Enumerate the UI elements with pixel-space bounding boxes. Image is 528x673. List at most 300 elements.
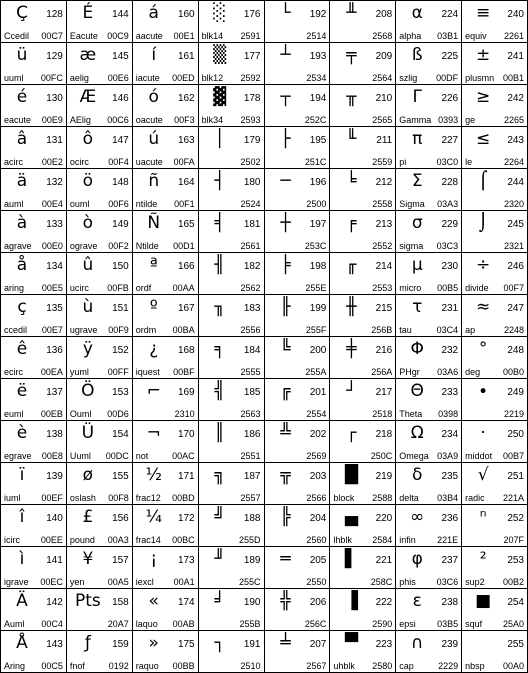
char-code: 140	[46, 513, 63, 524]
char-unicode: 255A	[305, 367, 327, 377]
char-glyph: ¬	[146, 423, 161, 443]
char-entity-name: uuml	[4, 73, 24, 83]
char-unicode: 00BF	[173, 367, 195, 377]
char-glyph: ñ	[148, 171, 160, 191]
char-glyph: ∙	[477, 381, 489, 401]
char-cell	[462, 463, 528, 505]
char-unicode: 2320	[503, 199, 524, 209]
char-cell	[396, 43, 462, 85]
char-unicode: 00A1	[173, 577, 195, 587]
char-entity-name: deg	[465, 367, 481, 377]
char-code: 230	[441, 261, 459, 272]
char-glyph: ╛	[214, 591, 225, 611]
char-unicode: 00EC	[40, 577, 63, 587]
char-glyph: ▌	[344, 549, 358, 569]
char-unicode: 00C5	[41, 661, 63, 671]
char-code: 225	[441, 51, 459, 62]
char-cell	[67, 1, 133, 43]
char-unicode: 2553	[372, 283, 393, 293]
char-cell	[330, 1, 396, 43]
char-unicode: 00AB	[172, 619, 195, 629]
char-unicode: 00D1	[173, 241, 195, 251]
char-cell	[67, 169, 133, 211]
char-code: 202	[309, 429, 327, 440]
char-glyph: π	[412, 129, 423, 149]
char-code: 172	[177, 513, 195, 524]
char-cell	[133, 463, 199, 505]
char-unicode: 2556	[240, 325, 261, 335]
char-code: 150	[112, 261, 129, 272]
char-unicode: 00FF	[107, 367, 129, 377]
char-glyph: é	[16, 87, 28, 107]
char-cell	[67, 505, 133, 547]
char-unicode: 00D6	[107, 409, 129, 419]
char-code: 197	[309, 219, 327, 230]
char-code: 144	[112, 9, 129, 20]
char-code: 182	[243, 261, 261, 272]
char-unicode: 2580	[372, 661, 393, 671]
char-entity-name: ccedil	[4, 325, 28, 335]
char-code: 223	[375, 639, 393, 650]
char-glyph: ╥	[346, 87, 357, 107]
char-code: 159	[112, 639, 129, 650]
char-glyph: └	[280, 3, 291, 23]
char-code: 128	[46, 9, 63, 20]
char-unicode: 00A3	[107, 535, 129, 545]
char-unicode: 256B	[371, 325, 393, 335]
char-glyph: ù	[82, 297, 94, 317]
char-unicode: 03C6	[436, 577, 459, 587]
char-code: 191	[243, 639, 261, 650]
char-glyph: ƒ	[84, 633, 91, 653]
char-code: 165	[177, 219, 195, 230]
char-glyph: à	[16, 213, 28, 233]
char-unicode: 2551	[240, 451, 261, 461]
char-glyph: ╝	[214, 507, 225, 527]
char-glyph: å	[16, 255, 28, 275]
char-entity-name: ecirc	[4, 367, 24, 377]
char-unicode: 2502	[240, 157, 261, 167]
char-unicode: 00F6	[108, 199, 129, 209]
char-glyph: ⌠	[478, 171, 488, 191]
char-unicode: 00C6	[107, 115, 129, 125]
char-code: 253	[507, 555, 524, 566]
char-glyph: «	[148, 591, 159, 611]
char-glyph: ╓	[346, 255, 357, 275]
char-entity-name: pi	[399, 157, 407, 167]
char-cell	[1, 337, 67, 379]
char-code: 143	[46, 639, 63, 650]
char-glyph: ╨	[346, 3, 357, 23]
char-unicode: 00E7	[41, 325, 63, 335]
char-cell	[133, 295, 199, 337]
char-glyph: ▒	[213, 45, 227, 65]
char-cell	[133, 337, 199, 379]
char-code: 129	[46, 51, 63, 62]
char-entity-name: Auml	[4, 619, 25, 629]
char-code: 184	[243, 345, 261, 356]
char-cell	[330, 295, 396, 337]
char-code: 200	[309, 345, 327, 356]
char-unicode: 00C7	[41, 31, 63, 41]
char-entity-name: ucirc	[69, 283, 89, 293]
char-code: 170	[177, 429, 195, 440]
char-code: 251	[507, 471, 524, 482]
char-glyph: î	[19, 507, 25, 527]
char-code: 254	[507, 597, 524, 608]
char-glyph: ·	[480, 423, 486, 443]
char-cell	[67, 85, 133, 127]
char-unicode: 2310	[174, 409, 195, 419]
char-glyph: ▐	[344, 591, 358, 611]
char-entity-name: ouml	[69, 199, 90, 209]
char-cell	[67, 127, 133, 169]
char-entity-name: Gamma	[399, 115, 432, 125]
char-glyph: ó	[148, 87, 159, 107]
char-glyph: ▀	[344, 633, 358, 653]
char-cell	[462, 631, 528, 673]
char-cell	[1, 85, 67, 127]
char-glyph: ┐	[214, 633, 225, 653]
char-glyph: ∞	[410, 507, 425, 527]
char-cell	[67, 631, 133, 673]
char-glyph: ╜	[214, 549, 225, 569]
char-entity-name: iuml	[4, 493, 21, 503]
char-glyph: ░	[213, 3, 227, 23]
char-glyph: ╪	[346, 339, 357, 359]
char-entity-name: auml	[4, 199, 24, 209]
char-code: 188	[243, 513, 261, 524]
char-entity-name: raquo	[135, 661, 159, 671]
char-glyph: û	[82, 255, 94, 275]
char-code: 167	[177, 303, 195, 314]
char-glyph: ÷	[476, 255, 491, 275]
char-glyph	[465, 632, 501, 654]
char-cell	[396, 127, 462, 169]
char-entity-name: tau	[399, 325, 412, 335]
char-code: 131	[46, 135, 63, 146]
char-cell	[330, 505, 396, 547]
char-glyph: ╚	[280, 339, 291, 359]
char-unicode: 00F3	[174, 115, 195, 125]
char-unicode: 00BB	[172, 661, 195, 671]
char-code: 236	[441, 513, 459, 524]
char-glyph: Θ	[410, 381, 424, 401]
char-cell	[67, 253, 133, 295]
char-glyph: Γ	[412, 87, 422, 107]
char-glyph: ≤	[476, 129, 491, 149]
char-entity-name: aacute	[135, 31, 163, 41]
char-code: 196	[309, 177, 327, 188]
char-cell	[1, 211, 67, 253]
char-code: 141	[46, 555, 63, 566]
char-glyph: ú	[148, 129, 160, 149]
char-unicode: 2554	[306, 409, 327, 419]
char-cell	[199, 85, 265, 127]
char-cell	[265, 43, 331, 85]
char-cell	[265, 337, 331, 379]
char-glyph: £	[82, 507, 94, 527]
char-unicode: 00E9	[41, 115, 63, 125]
char-unicode: 2584	[372, 535, 393, 545]
char-cell	[1, 1, 67, 43]
char-entity-name: oacute	[135, 115, 163, 125]
char-code: 195	[309, 135, 327, 146]
char-glyph: ═	[280, 549, 291, 569]
char-code: 168	[177, 345, 195, 356]
char-entity-name: euml	[4, 409, 24, 419]
char-code: 242	[507, 93, 524, 104]
char-unicode: 2510	[240, 661, 261, 671]
char-unicode: 256A	[371, 367, 393, 377]
char-cell	[462, 43, 528, 85]
char-entity-name: le	[465, 157, 473, 167]
char-unicode: 00EB	[40, 409, 63, 419]
char-entity-name: oslash	[69, 493, 96, 503]
char-code: 215	[375, 303, 393, 314]
char-unicode: 00DF	[436, 73, 459, 83]
char-unicode: 2321	[503, 241, 524, 251]
char-glyph: ä	[16, 171, 28, 191]
char-cell	[133, 1, 199, 43]
char-cell	[67, 295, 133, 337]
char-glyph: ¥	[82, 549, 94, 569]
char-glyph: æ	[79, 45, 97, 65]
char-unicode: 00DC	[105, 451, 129, 461]
char-unicode: 258C	[370, 577, 393, 587]
char-glyph: ║	[214, 423, 225, 443]
char-code: 175	[177, 639, 195, 650]
char-cell	[462, 337, 528, 379]
char-glyph: α	[411, 3, 423, 23]
char-code: 133	[46, 219, 63, 230]
char-cell	[330, 127, 396, 169]
char-unicode: 2524	[240, 199, 261, 209]
char-entity-name: icirc	[4, 535, 20, 545]
char-entity-name: Ouml	[69, 409, 92, 419]
char-entity-name: Uuml	[69, 451, 91, 461]
char-code: 228	[441, 177, 459, 188]
char-code: 244	[507, 177, 524, 188]
char-code: 248	[507, 345, 524, 356]
char-glyph: ┤	[214, 171, 225, 191]
char-code: 213	[375, 219, 393, 230]
char-unicode: 00F1	[174, 199, 195, 209]
char-glyph: ⁿ	[479, 507, 487, 527]
char-unicode: 00B0	[502, 367, 524, 377]
char-cell	[265, 295, 331, 337]
char-glyph: â	[16, 129, 28, 149]
char-unicode: 00A5	[107, 577, 129, 587]
char-cell	[330, 43, 396, 85]
char-glyph: ─	[280, 171, 291, 191]
char-code: 199	[309, 303, 327, 314]
char-glyph: ╖	[214, 297, 225, 317]
char-unicode: 00EE	[40, 535, 63, 545]
char-code: 158	[112, 597, 129, 608]
char-code: 185	[243, 387, 261, 398]
char-cell	[133, 421, 199, 463]
char-code: 135	[46, 303, 63, 314]
char-unicode: 2264	[503, 157, 524, 167]
char-code: 132	[46, 177, 63, 188]
char-unicode: 00B1	[502, 73, 524, 83]
char-cell	[133, 589, 199, 631]
char-glyph: ç	[17, 297, 27, 317]
char-code: 173	[177, 555, 195, 566]
char-unicode: 03A9	[437, 451, 459, 461]
char-unicode: 00FB	[107, 283, 129, 293]
char-entity-name: epsi	[399, 619, 416, 629]
char-code: 237	[441, 555, 459, 566]
char-glyph: ╦	[280, 465, 291, 485]
char-unicode: 207F	[503, 535, 524, 545]
char-entity-name: ge	[465, 115, 476, 125]
char-code: 238	[441, 597, 459, 608]
char-unicode: 2559	[372, 157, 393, 167]
char-cell	[1, 169, 67, 211]
char-code: 163	[177, 135, 195, 146]
char-code: 171	[177, 471, 195, 482]
char-code: 160	[177, 9, 195, 20]
char-entity-name: radic	[465, 493, 485, 503]
char-unicode: 00EA	[40, 367, 63, 377]
char-cell	[199, 295, 265, 337]
char-cell	[1, 631, 67, 673]
char-entity-name: iexcl	[135, 577, 154, 587]
char-entity-name: micro	[399, 283, 422, 293]
char-entity-name: ntilde	[135, 199, 158, 209]
char-cell	[265, 547, 331, 589]
char-unicode: 00EF	[41, 493, 63, 503]
char-unicode: 00E8	[41, 451, 63, 461]
char-cell	[265, 253, 331, 295]
char-glyph: ò	[82, 213, 94, 233]
char-entity-name: blk12	[201, 73, 224, 83]
char-glyph: ├	[280, 129, 291, 149]
char-cell	[330, 421, 396, 463]
char-cell	[462, 85, 528, 127]
char-code: 190	[243, 597, 261, 608]
char-entity-name: middot	[465, 451, 493, 461]
char-glyph: √	[477, 465, 489, 485]
char-entity-name: aelig	[69, 73, 89, 83]
char-glyph: ╒	[346, 213, 357, 233]
char-code: 134	[46, 261, 63, 272]
char-entity-name: uhblk	[333, 661, 355, 671]
char-cell	[330, 337, 396, 379]
char-unicode: 00BD	[172, 493, 195, 503]
char-cell	[330, 463, 396, 505]
char-unicode: 00FC	[40, 73, 63, 83]
char-unicode: 00E0	[41, 241, 63, 251]
char-entity-name: Theta	[399, 409, 423, 419]
char-unicode: 256C	[304, 619, 327, 629]
char-unicode: 221A	[502, 493, 524, 503]
char-cell	[396, 253, 462, 295]
char-cell	[265, 463, 331, 505]
char-code: 181	[243, 219, 261, 230]
char-code: 149	[112, 219, 129, 230]
char-entity-name: ograve	[69, 241, 98, 251]
char-unicode: 0192	[108, 661, 129, 671]
char-glyph: °	[478, 339, 488, 359]
char-cell	[330, 85, 396, 127]
char-unicode: 00F4	[108, 157, 129, 167]
char-code: 243	[507, 135, 524, 146]
char-glyph: ±	[476, 45, 491, 65]
char-code: 136	[46, 345, 63, 356]
char-entity-name: ordm	[135, 325, 157, 335]
char-cell	[199, 589, 265, 631]
char-unicode: 255F	[305, 325, 327, 335]
char-glyph: ì	[19, 549, 25, 569]
char-cell	[396, 631, 462, 673]
char-unicode: 250C	[370, 451, 393, 461]
char-unicode: 255C	[238, 577, 261, 587]
char-glyph: ╘	[346, 171, 357, 191]
char-cell	[265, 169, 331, 211]
char-glyph: ╔	[280, 381, 291, 401]
char-cell	[330, 253, 396, 295]
char-entity-name: blk34	[201, 115, 224, 125]
char-code: 201	[309, 387, 327, 398]
char-code: 209	[375, 51, 393, 62]
char-unicode: 2560	[306, 535, 327, 545]
char-unicode: 03C3	[436, 241, 459, 251]
char-cell	[396, 1, 462, 43]
char-glyph: Ö	[81, 381, 95, 401]
char-glyph: █	[344, 465, 358, 485]
char-unicode: 03B5	[437, 619, 459, 629]
char-code: 186	[243, 429, 261, 440]
char-cell	[265, 631, 331, 673]
char-unicode: 2558	[372, 199, 393, 209]
char-code: 179	[243, 135, 261, 146]
char-cell	[67, 421, 133, 463]
char-unicode: 2500	[306, 199, 327, 209]
char-entity-name: equiv	[465, 31, 487, 41]
char-unicode: 2568	[372, 31, 393, 41]
char-entity-name: cap	[399, 661, 414, 671]
char-entity-name: ocirc	[69, 157, 89, 167]
char-cell	[199, 211, 265, 253]
char-glyph: ö	[82, 171, 94, 191]
char-cell	[462, 295, 528, 337]
char-unicode: 2219	[503, 409, 524, 419]
char-unicode: 255E	[305, 283, 327, 293]
char-code: 138	[46, 429, 63, 440]
char-code: 232	[441, 345, 459, 356]
char-cell	[462, 253, 528, 295]
char-cell	[67, 463, 133, 505]
char-unicode: 00E5	[41, 283, 63, 293]
char-code: 187	[243, 471, 261, 482]
char-code: 177	[243, 51, 261, 62]
char-cell	[462, 589, 528, 631]
char-cell	[133, 211, 199, 253]
char-code: 234	[441, 429, 459, 440]
char-cell	[265, 1, 331, 43]
char-code: 212	[375, 177, 393, 188]
char-entity-name: divide	[465, 283, 489, 293]
char-cell	[265, 85, 331, 127]
char-entity-name: not	[135, 451, 149, 461]
char-entity-name: Omega	[399, 451, 429, 461]
char-entity-name: AElig	[69, 115, 91, 125]
char-glyph: í	[151, 45, 157, 65]
char-code: 224	[441, 9, 459, 20]
